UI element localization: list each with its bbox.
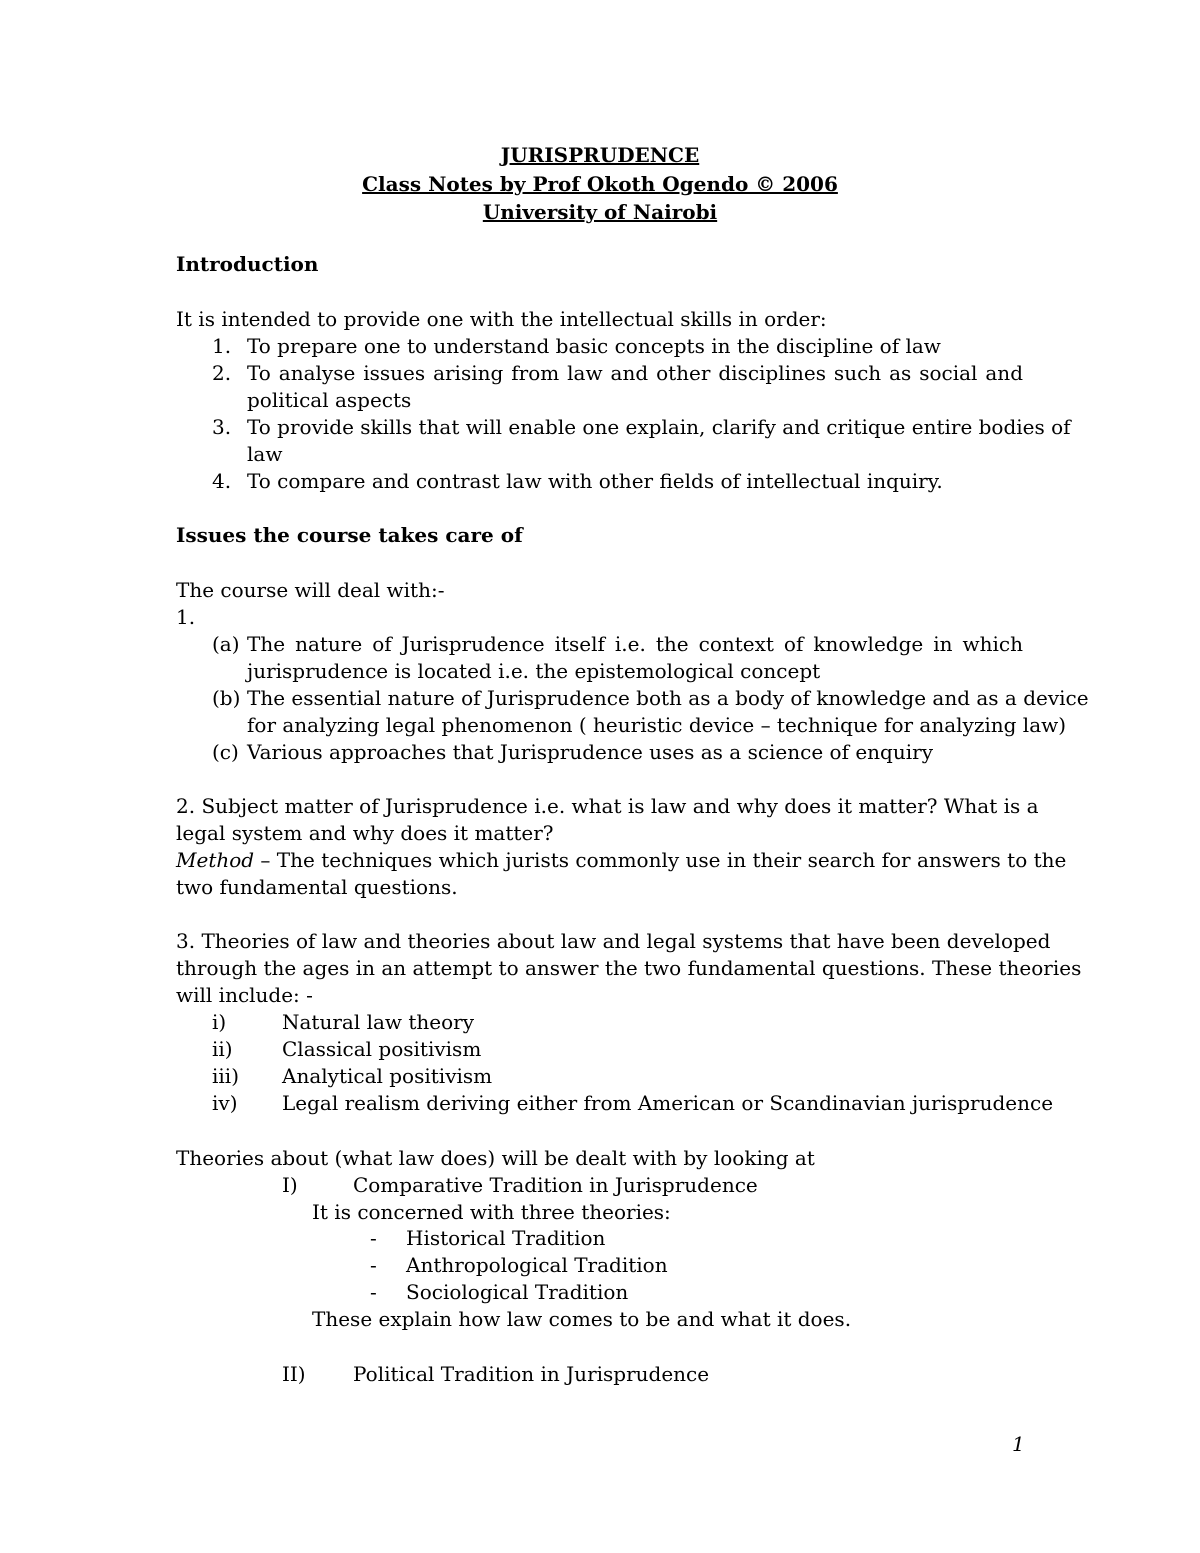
sub-item-label: (c) (212, 740, 239, 764)
intro-item-text: To provide skills that will enable one explain, clarify and critique entire bodies of (247, 415, 1071, 439)
tradition-list-item: Anthropological Tradition (406, 1253, 668, 1277)
theory-label: iii) (212, 1064, 239, 1088)
theory-label: iv) (212, 1091, 238, 1115)
issues-lead: The course will deal with:- (176, 578, 445, 602)
theory-text: Analytical positivism (282, 1064, 493, 1088)
item3-text: through the ages in an attempt to answer the two fundamental questions. These theories (176, 956, 1082, 980)
tradition-intro: It is concerned with three theories: (312, 1200, 671, 1224)
method-text: two fundamental questions. (176, 875, 458, 899)
issues-item-number: 1. (176, 605, 196, 629)
theory-label: i) (212, 1010, 227, 1034)
item2-text: 2. Subject matter of Jurisprudence i.e. what is law and why does it matter? What is a (176, 794, 1039, 818)
sub-item-label: (a) (212, 632, 240, 656)
tradition-label: II) (282, 1362, 306, 1386)
tradition-outro: These explain how law comes to be and what it does. (312, 1307, 852, 1331)
method-label: Method (176, 848, 255, 872)
theory-text: Legal realism deriving either from American or Scandinavian jurisprudence (282, 1091, 1054, 1115)
about-lead: Theories about (what law does) will be dealt with by looking at (176, 1146, 815, 1170)
sub-item-text: The essential nature of Jurisprudence both as a body of knowledge and as a device (247, 686, 1089, 710)
intro-heading: Introduction (176, 252, 319, 276)
dash-bullet: - (370, 1280, 377, 1304)
theory-text: Classical positivism (282, 1037, 482, 1061)
sub-item-text: The nature of Jurisprudence itself i.e. the context of knowledge in which (247, 632, 1023, 656)
institution-name: University of Nairobi (482, 200, 718, 224)
intro-item-text: political aspects (247, 388, 412, 412)
document-subtitle: Class Notes by Prof Okoth Ogendo © 2006 (362, 172, 838, 196)
method-text: – The techniques which jurists commonly use in their search for answers to the (254, 848, 1067, 872)
intro-item-number: 4. (212, 469, 232, 493)
theory-label: ii) (212, 1037, 233, 1061)
document-title: JURISPRUDENCE (500, 143, 700, 167)
item2-text: legal system and why does it matter? (176, 821, 554, 845)
tradition-text: Political Tradition in Jurisprudence (353, 1362, 710, 1386)
sub-item-text: jurisprudence is located i.e. the epistemological concept (247, 659, 821, 683)
dash-bullet: - (370, 1226, 377, 1250)
intro-item-text: To prepare one to understand basic concepts in the discipline of law (247, 334, 941, 358)
intro-item-number: 3. (212, 415, 232, 439)
tradition-list-item: Sociological Tradition (406, 1280, 629, 1304)
sub-item-text: Various approaches that Jurisprudence uses as a science of enquiry (247, 740, 933, 764)
intro-item-number: 2. (212, 361, 232, 385)
intro-item-text: To compare and contrast law with other fields of intellectual inquiry. (247, 469, 943, 493)
intro-lead: It is intended to provide one with the intellectual skills in order: (176, 307, 827, 331)
sub-item-text: for analyzing legal phenomenon ( heuristic device – technique for analyzing law) (247, 713, 1067, 737)
intro-item-number: 1. (212, 334, 232, 358)
item3-text: 3. Theories of law and theories about law and legal systems that have been developed (176, 929, 1051, 953)
tradition-label: I) (282, 1173, 298, 1197)
tradition-list-item: Historical Tradition (406, 1226, 606, 1250)
page-number: 1 (1012, 1432, 1025, 1456)
intro-item-text: law (247, 442, 283, 466)
method-line (176, 847, 1067, 874)
sub-item-label: (b) (212, 686, 241, 710)
tradition-text: Comparative Tradition in Jurisprudence (353, 1173, 758, 1197)
dash-bullet: - (370, 1253, 377, 1277)
issues-heading: Issues the course takes care of (176, 523, 523, 547)
theory-text: Natural law theory (282, 1010, 475, 1034)
intro-item-text: To analyse issues arising from law and other disciplines such as social and (247, 361, 1023, 385)
item3-text: will include: - (176, 983, 313, 1007)
